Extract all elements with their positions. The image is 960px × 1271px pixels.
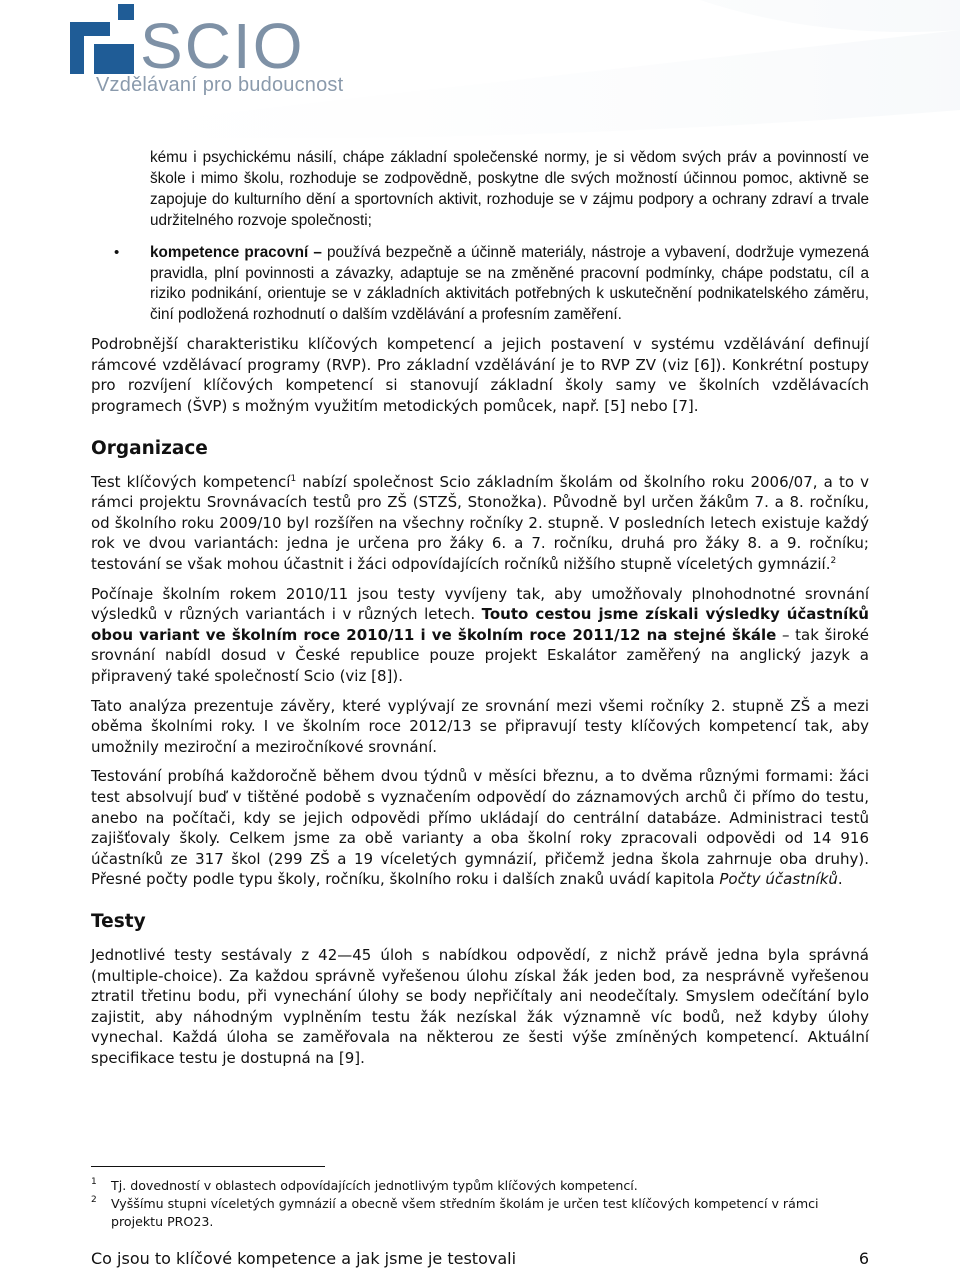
footnote-number: 2 bbox=[91, 1195, 97, 1205]
logo-square-icon bbox=[118, 4, 134, 20]
text: Test klíčových kompetencí bbox=[91, 472, 291, 491]
logo-wordmark: SCIO bbox=[140, 10, 305, 82]
footnote-number: 1 bbox=[91, 1177, 97, 1187]
logo-tagline: Vzdělávaní pro budoucnost bbox=[96, 74, 344, 96]
footnote-text: Vyššímu stupni víceletých gymnázií a obecně všem středním školám je určen test klíčových kompetencí v rámci projektu PRO23. bbox=[111, 1196, 819, 1229]
text: . bbox=[837, 870, 843, 889]
footnote-text: Tj. dovedností v oblastech odpovídajících jednotlivým typům klíčových kompetencí. bbox=[111, 1178, 638, 1193]
footnote-1 bbox=[91, 1177, 869, 1195]
text: Testování probíhá každoročně během dvou týdnů v měsíci březnu, a to dvěma různými formami: žáci test absolvují buď v tištěné podobě s vyznačením odpovědí do záznamových archů či přímo do testu, anebo na počítači, kdy se jejich odpovědi přímo ukládají do centrální databáze. Administraci testů zajišťovaly školy. Celkem jsme za obě varianty a oba školní roky zpracovali odpovědi od 14 916 účastníků ze 317 škol (299 ZŠ a 19 víceletých gymnázií, přičemž jedna škola zahrnuje oba druhy). Přesné počty podle typu školy, ročníku, školního roku i dalších znaků uvádí kapitola bbox=[91, 767, 869, 889]
text: – tak široké srovnání nabídl dosud v České republice pouze projekt Eskalátor zaměřený na anglický jazyk a připravený také společností Scio (viz [8]). bbox=[91, 625, 869, 685]
page-header bbox=[0, 0, 960, 140]
bullet-icon: • bbox=[114, 243, 120, 261]
footnote-ref-1[interactable]: 1 bbox=[290, 473, 297, 484]
footer-title: Co jsou to klíčové kompetence a jak jsme je testovali bbox=[91, 1249, 517, 1268]
heading-testy: Testy bbox=[91, 910, 146, 932]
organizace-paragraph-1 bbox=[91, 472, 869, 575]
chapter-reference: Počty účastníků bbox=[719, 870, 838, 889]
heading-organizace: Organizace bbox=[91, 437, 208, 459]
text: Počínaje školním rokem 2010/11 jsou testy vyvíjeny tak, aby umožňovaly plnohodnotné srovnání výsledků v různých variantách i v různých letech. bbox=[91, 584, 869, 624]
organizace-paragraph-2 bbox=[91, 584, 869, 687]
page-number: 6 bbox=[858, 1249, 869, 1268]
organizace-paragraph-3: Tato analýza prezentuje závěry, které vyplývají ze srovnání mezi všemi ročníky 2. stupně ZŠ a mezi oběma školními roky. I ve školním roce 2012/13 se připravují testy klíčových kompetencí tak, aby umožnily meziroční a meziročníkové srovnání. bbox=[91, 696, 869, 756]
continued-list-item: kému i psychickému násilí, chápe základní společenské normy, je si vědom svých práv a povinností ve škole i mimo školu, rozhoduje se zodpovědně, poskytne dle svých možností účinnou pomoc, aktivně se zapojuje do kulturního dění a sportovních aktivit, rozhoduje se v zájmu podpory a ochrany zdraví a trvale udržitelného rozvoje společnosti; bbox=[150, 149, 869, 229]
list-item-pracovni bbox=[114, 243, 870, 327]
footnote-2 bbox=[91, 1195, 869, 1231]
intro-paragraph: Podrobnější charakteristiku klíčových kompetencí a jejich postavení v systému vzdělávání definují rámcové vzdělávací programy (RVP). Pro základní vzdělávání je to RVP ZV (viz [6]). Konkrétní postupy pro rozvíjení klíčových kompetencí si stanovují základní školy samy ve školních vzdělávacích programech (ŠVP) s možným využitím metodických pomůcek, např. [5] nebo [7]. bbox=[91, 335, 869, 416]
footnotes bbox=[91, 1177, 869, 1231]
footnote-ref-2[interactable]: 2 bbox=[830, 556, 837, 566]
bold-statement: Touto cestou jsme získali výsledky účastníků obou variant ve školním roce 2010/11 i ve školním roce 2011/12 na stejné škále bbox=[91, 605, 869, 644]
text: nabízí společnost Scio základním školám od školního roku 2006/07, a to v rámci projektu Srovnávacích testů pro ZŠ (STZŠ, Stonožka). Původně byl určen žákům 7. a 8. ročníku, od školního roku 2009/10 byl rozšířen na všechny ročníky 2. stupně. V posledních letech existuje každý rok ve dvou variantách: jedna je určena pro žáky 6. a 7. ročníku, druhá pro žáky 8. a 9. ročníku; testování se však mohou účastnit i žáci odpovídajících ročníků nižšího stupně víceletých gymnázií. bbox=[91, 472, 869, 573]
testy-paragraph-1: Jednotlivé testy sestávaly z 42—45 úloh s nabídkou odpovědí, z nichž právě jedna byla správná (multiple-choice). Za každou správně vyřešenou úlohu získal žák jeden bod, za nesprávně vyřešenou ztratil třetinu bodu, při vynechání úlohy se body nepřičítaly ani neodečítaly. Smyslem odečítání bylo zajistit, aby náhodným vyplněním testu žák nezískal žák významně víc bodů, než kdyby úlohy vynechal. Každá úloha se zaměřovala na některou ze šesti výše zmíněných kompetencí. Aktuální specifikace testu je dostupná na [9]. bbox=[91, 945, 869, 1067]
page-content bbox=[91, 148, 869, 1077]
bullet-lead: kompetence pracovní – bbox=[150, 243, 322, 261]
footnote-divider bbox=[91, 1166, 325, 1167]
bullet-text: používá bezpečně a účinně materiály, nástroje a vybavení, dodržuje vymezená pravidla, plní povinnosti a závazky, adaptuje se na změněné pracovní podmínky, chápe podstatu, cíl a riziko podnikání, orientuje se v základních aktivitách potřebných k uskutečnění podnikatelského záměru, činí podložená rozhodnutí o dalším vzdělávání a profesním zaměření. bbox=[150, 243, 870, 324]
organizace-paragraph-4 bbox=[91, 766, 869, 890]
page-footer bbox=[91, 1249, 869, 1268]
